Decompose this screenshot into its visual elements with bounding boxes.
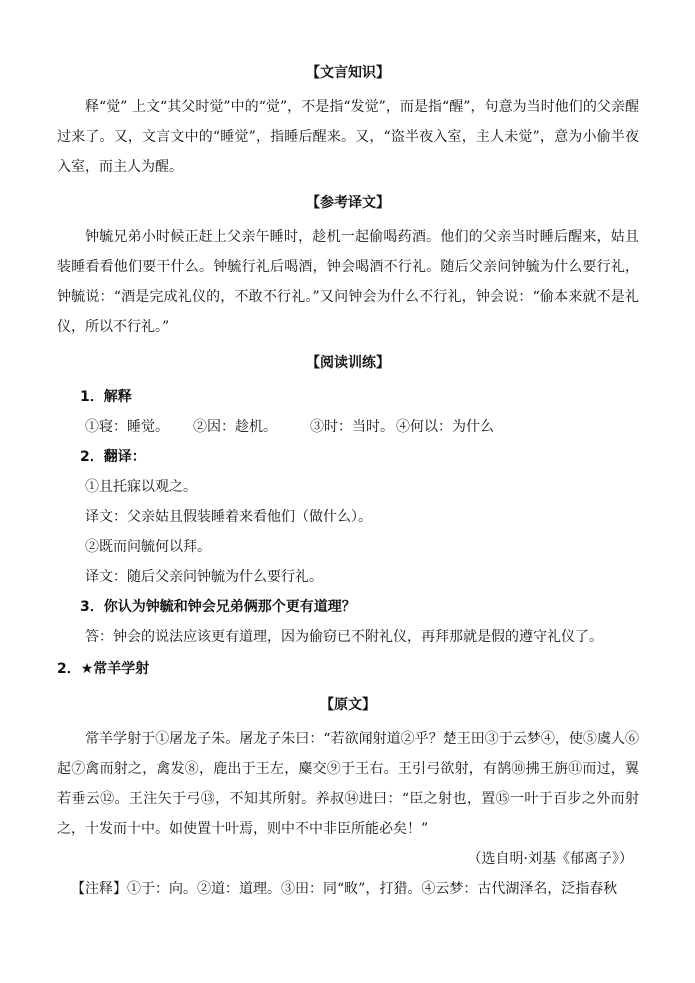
question-2-sentence-1: ①且托寐以观之。 bbox=[85, 479, 197, 495]
question-2-title: 2．翻译： bbox=[80, 449, 146, 465]
explain-item: ④何以：为什么 bbox=[396, 419, 494, 435]
question-1-title: 1．解释 bbox=[80, 389, 132, 405]
original-text: 常羊学射于①屠龙子朱。屠龙子朱曰：“若欲闻射道②乎？楚王田③于云梦④，使⑤虞人⑥起⑦禽而射之，禽发⑧，鹿出于王左，麋交⑨于王右。王引弓欲射，有鹄⑩拂王旃⑪而过，翼若垂云⑫。王注矢于弓⑬，不知其所射。养叔⑭进曰：“臣之射也，置⑮一叶于百步之外而射之，十发而十中。如使置十叶焉，则中不中非臣所能必矣！” bbox=[57, 731, 639, 837]
question-1-answers bbox=[57, 412, 639, 442]
question-2-sentence-2: ②既而问毓何以拜。 bbox=[85, 539, 211, 555]
source-citation: （选自明·刘基《郁离子》） bbox=[467, 851, 633, 867]
training-heading: 【阅读训练】 bbox=[306, 355, 390, 371]
question-3-answer: 答：钟会的说法应该更有道理，因为偷窃已不附礼仪，再拜那就是假的遵守礼仪了。 bbox=[85, 629, 603, 645]
translation-heading: 【参考译文】 bbox=[306, 195, 390, 211]
explain-item: ②因：趁机。 bbox=[193, 419, 277, 435]
question-2-answer-1: 译文：父亲姑且假装睡着来看他们（做什么）。 bbox=[85, 509, 372, 525]
knowledge-heading: 【文言知识】 bbox=[306, 65, 390, 81]
story-2-title: 2．★常羊学射 bbox=[57, 661, 150, 677]
translation-body: 钟毓兄弟小时候正赶上父亲午睡时，趁机一起偷喝药酒。他们的父亲当时睡后醒来，姑且装睡看看他们要干什么。钟毓行礼后喝酒，钟会喝酒不行礼。随后父亲问钟毓为什么要行礼，钟毓说：“酒是完成礼仪的，不敢不行礼。”又问钟会为什么不行礼，钟会说：“偷本来就不是礼仪，所以不行礼。” bbox=[57, 229, 639, 335]
knowledge-body: 释“觉” 上文“其父时觉”中的“觉”，不是指“发觉”，而是指“醒”，句意为当时他们的父亲醒过来了。又，文言文中的“睡觉”，指睡后醒来。又，“盗半夜入室，主人未觉”，意为小偷半夜入室，而主人为醒。 bbox=[57, 99, 639, 175]
annotation-notes: 【注释】①于：向。②道：道理。③田：同“畋”，打猎。④云梦：古代湖泽名，泛指春秋 bbox=[71, 881, 618, 897]
explain-item: ③时：当时。 bbox=[310, 419, 394, 435]
question-3-title: 3．你认为钟毓和钟会兄弟俩那个更有道理？ bbox=[80, 599, 356, 615]
original-heading: 【原文】 bbox=[320, 697, 376, 713]
question-2-answer-2: 译文：随后父亲问钟毓为什么要行礼。 bbox=[85, 569, 323, 585]
explain-item: ①寝：睡觉。 bbox=[85, 419, 169, 435]
document-page bbox=[57, 52, 639, 904]
